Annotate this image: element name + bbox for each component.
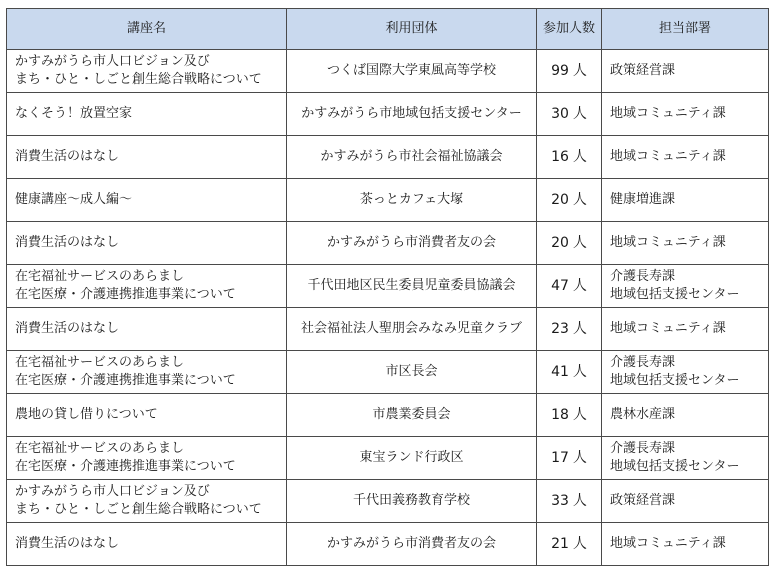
department-line: 地域コミュニティ課 — [610, 149, 726, 164]
department-cell — [602, 394, 769, 437]
participant-count-value: 41 — [551, 364, 569, 380]
participant-count-cell — [537, 50, 602, 93]
participant-count-value: 47 — [551, 278, 569, 294]
participant-count-value: 33 — [551, 493, 569, 509]
department-cell — [602, 93, 769, 136]
table-row — [7, 523, 769, 566]
table-row — [7, 179, 769, 222]
organization-cell: かすみがうら市地域包括支援センター — [287, 93, 537, 136]
table-header — [7, 9, 769, 50]
lecture-name-line: 在宅医療・介護連携推進事業について — [15, 287, 236, 302]
lecture-name-line: 在宅福祉サービスのあらまし — [15, 441, 185, 456]
department-line: 地域コミュニティ課 — [610, 536, 726, 551]
table-row — [7, 480, 769, 523]
participant-count-cell — [537, 93, 602, 136]
lecture-name-line: 消費生活のはなし — [15, 321, 120, 336]
organization-cell: つくば国際大学東風高等学校 — [287, 50, 537, 93]
organization-cell: 社会福祉法人聖朋会みなみ児童クラブ — [287, 308, 537, 351]
lecture-table — [6, 8, 769, 566]
participant-count-cell — [537, 523, 602, 566]
organization-cell: かすみがうら市消費者友の会 — [287, 523, 537, 566]
department-line: 地域コミュニティ課 — [610, 321, 726, 336]
lecture-name-cell — [7, 50, 287, 93]
department-line: 健康増進課 — [610, 192, 676, 207]
department-line: 地域包括支援センター — [610, 373, 740, 388]
lecture-name-cell — [7, 222, 287, 265]
participant-count-unit: 人 — [572, 192, 587, 208]
participant-count-unit: 人 — [572, 493, 587, 509]
participant-count-cell — [537, 308, 602, 351]
table-row — [7, 136, 769, 179]
table-row — [7, 437, 769, 480]
participant-count-cell — [537, 222, 602, 265]
lecture-name-line: 消費生活のはなし — [15, 536, 120, 551]
department-cell — [602, 136, 769, 179]
header-row — [7, 9, 769, 50]
header-department: 担当部署 — [602, 9, 769, 50]
header-lecture-name: 講座名 — [7, 9, 287, 50]
lecture-name-line: 在宅医療・介護連携推進事業について — [15, 459, 236, 474]
organization-cell: 市農業委員会 — [287, 394, 537, 437]
participant-count-cell — [537, 136, 602, 179]
department-line: 農林水産課 — [610, 407, 676, 422]
department-cell — [602, 308, 769, 351]
participant-count-value: 20 — [551, 192, 569, 208]
organization-cell: かすみがうら市社会福祉協議会 — [287, 136, 537, 179]
department-line: 政策経営課 — [610, 493, 676, 508]
participant-count-unit: 人 — [572, 536, 587, 552]
table-row — [7, 394, 769, 437]
lecture-name-line: 消費生活のはなし — [15, 149, 120, 164]
participant-count-value: 16 — [551, 149, 569, 165]
department-line: 地域コミュニティ課 — [610, 235, 726, 250]
participant-count-cell — [537, 265, 602, 308]
department-cell — [602, 50, 769, 93]
lecture-name-cell — [7, 480, 287, 523]
participant-count-cell — [537, 480, 602, 523]
table-body — [7, 50, 769, 566]
participant-count-value: 30 — [551, 106, 569, 122]
lecture-name-line: 消費生活のはなし — [15, 235, 120, 250]
table-row — [7, 222, 769, 265]
lecture-name-cell — [7, 93, 287, 136]
department-line: 政策経営課 — [610, 63, 676, 78]
table-row — [7, 308, 769, 351]
lecture-name-line: まち・ひと・しごと創生総合戦略について — [15, 72, 262, 87]
lecture-name-line: 在宅福祉サービスのあらまし — [15, 269, 185, 284]
organization-cell: 千代田地区民生委員児童委員協議会 — [287, 265, 537, 308]
department-cell — [602, 179, 769, 222]
header-participant-count: 参加人数 — [537, 9, 602, 50]
department-line: 介護長寿課 — [610, 269, 676, 284]
lecture-name-line: 在宅福祉サービスのあらまし — [15, 355, 185, 370]
participant-count-unit: 人 — [572, 364, 587, 380]
table-row — [7, 50, 769, 93]
lecture-name-cell — [7, 265, 287, 308]
lecture-name-line: 健康講座〜成人編〜 — [15, 192, 133, 207]
department-line: 地域包括支援センター — [610, 287, 740, 302]
participant-count-value: 99 — [551, 63, 569, 79]
department-line: 地域包括支援センター — [610, 459, 740, 474]
participant-count-value: 21 — [551, 536, 569, 552]
table-row — [7, 265, 769, 308]
participant-count-cell — [537, 437, 602, 480]
participant-count-cell — [537, 179, 602, 222]
lecture-name-line: なくそう！放置空家 — [15, 106, 133, 121]
participant-count-value: 17 — [551, 450, 569, 466]
participant-count-value: 23 — [551, 321, 569, 337]
department-line: 地域コミュニティ課 — [610, 106, 726, 121]
lecture-name-line: かすみがうら市人口ビジョン及び — [15, 484, 210, 499]
table-row — [7, 351, 769, 394]
organization-cell: 千代田義務教育学校 — [287, 480, 537, 523]
department-cell — [602, 480, 769, 523]
participant-count-value: 18 — [551, 407, 569, 423]
lecture-name-cell — [7, 523, 287, 566]
table-row — [7, 93, 769, 136]
department-cell — [602, 351, 769, 394]
participant-count-cell — [537, 351, 602, 394]
department-line: 介護長寿課 — [610, 441, 676, 456]
participant-count-unit: 人 — [572, 407, 587, 423]
department-cell — [602, 523, 769, 566]
participant-count-value: 20 — [551, 235, 569, 251]
lecture-name-cell — [7, 351, 287, 394]
lecture-name-line: かすみがうら市人口ビジョン及び — [15, 54, 210, 69]
organization-cell: 茶っとカフェ大塚 — [287, 179, 537, 222]
lecture-name-line: まち・ひと・しごと創生総合戦略について — [15, 502, 262, 517]
lecture-name-cell — [7, 179, 287, 222]
department-cell — [602, 437, 769, 480]
lecture-name-line: 在宅医療・介護連携推進事業について — [15, 373, 236, 388]
organization-cell: かすみがうら市消費者友の会 — [287, 222, 537, 265]
lecture-name-cell — [7, 136, 287, 179]
department-cell — [602, 265, 769, 308]
lecture-name-cell — [7, 308, 287, 351]
participant-count-unit: 人 — [572, 235, 587, 251]
participant-count-unit: 人 — [572, 321, 587, 337]
organization-cell: 市区長会 — [287, 351, 537, 394]
participant-count-unit: 人 — [572, 278, 587, 294]
participant-count-unit: 人 — [572, 450, 587, 466]
lecture-name-cell — [7, 437, 287, 480]
participant-count-cell — [537, 394, 602, 437]
department-line: 介護長寿課 — [610, 355, 676, 370]
organization-cell: 東宝ランド行政区 — [287, 437, 537, 480]
header-organization: 利用団体 — [287, 9, 537, 50]
participant-count-unit: 人 — [572, 149, 587, 165]
lecture-name-cell — [7, 394, 287, 437]
lecture-name-line: 農地の貸し借りについて — [15, 407, 158, 422]
participant-count-unit: 人 — [572, 63, 587, 79]
department-cell — [602, 222, 769, 265]
participant-count-unit: 人 — [572, 106, 587, 122]
